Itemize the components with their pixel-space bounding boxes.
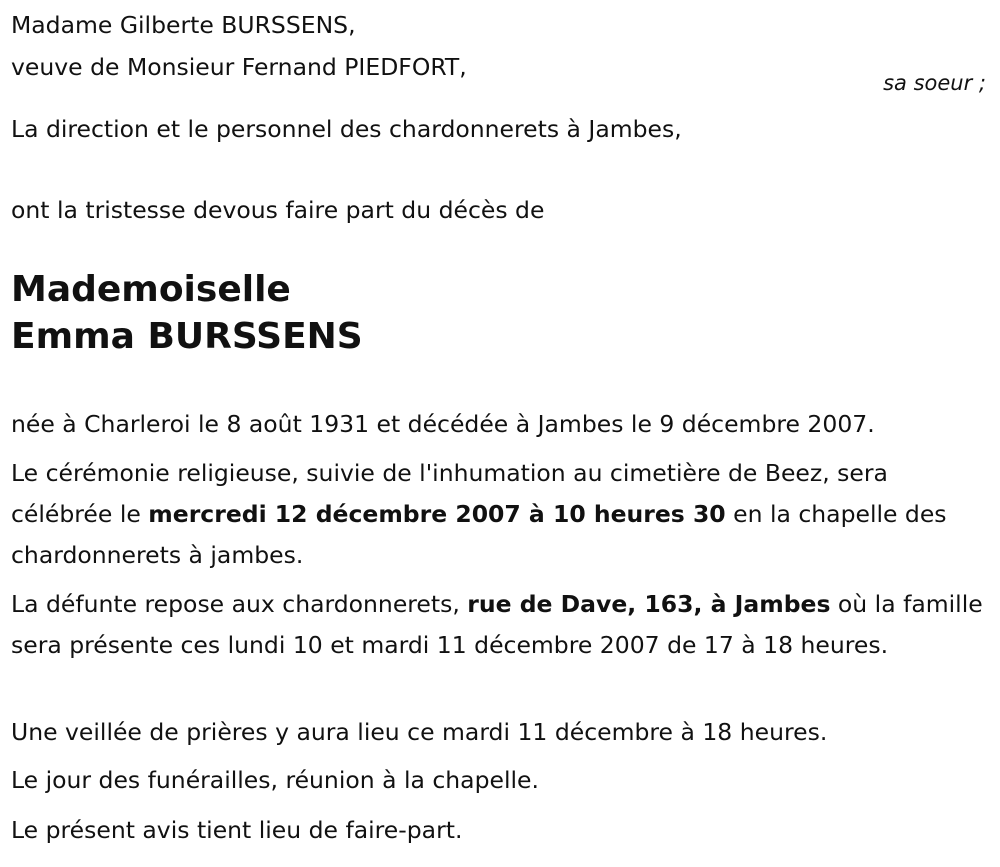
ceremony-text-start: Le cérémonie religieuse, suivie de l'inhumation au cimetière de Beez, sera célébrée le: [11, 459, 888, 528]
relation-label: sa soeur ;: [883, 71, 986, 95]
ceremony-datetime: mercredi 12 décembre 2007 à 10 heures 30: [148, 500, 726, 528]
repose-text-end: où la famille sera présente ces lundi 10 et mardi 11 décembre 2007 de 17 à 18 heures.: [11, 590, 983, 659]
announcer-line-staff: La direction et le personnel des chardonnerets à Jambes,: [11, 115, 682, 143]
vigil-paragraph: Une veillée de prières y aura lieu ce mardi 11 décembre à 18 heures.: [11, 718, 828, 746]
announcement-intro: ont la tristesse devous faire part du décès de: [11, 196, 545, 224]
repose-text-start: La défunte repose aux chardonnerets,: [11, 590, 468, 618]
birth-death-paragraph: née à Charleroi le 8 août 1931 et décédée à Jambes le 9 décembre 2007.: [11, 410, 875, 438]
deceased-honorific: Mademoiselle: [11, 269, 291, 310]
announcer-line-widow-of: veuve de Monsieur Fernand PIEDFORT,: [11, 53, 467, 81]
ceremony-text-end: en la chapelle des chardonnerets à jambes.: [11, 500, 947, 569]
ceremony-paragraph: [11, 453, 991, 576]
announcer-line-sister: Madame Gilberte BURSSENS,: [11, 11, 356, 39]
funeral-paragraph: Le jour des funérailles, réunion à la chapelle.: [11, 766, 539, 794]
repose-paragraph: [11, 584, 991, 666]
deceased-name: Emma BURSSENS: [11, 316, 363, 357]
repose-address: rue de Dave, 163, à Jambes: [467, 590, 831, 618]
notice-paragraph: Le présent avis tient lieu de faire-part.: [11, 816, 463, 844]
